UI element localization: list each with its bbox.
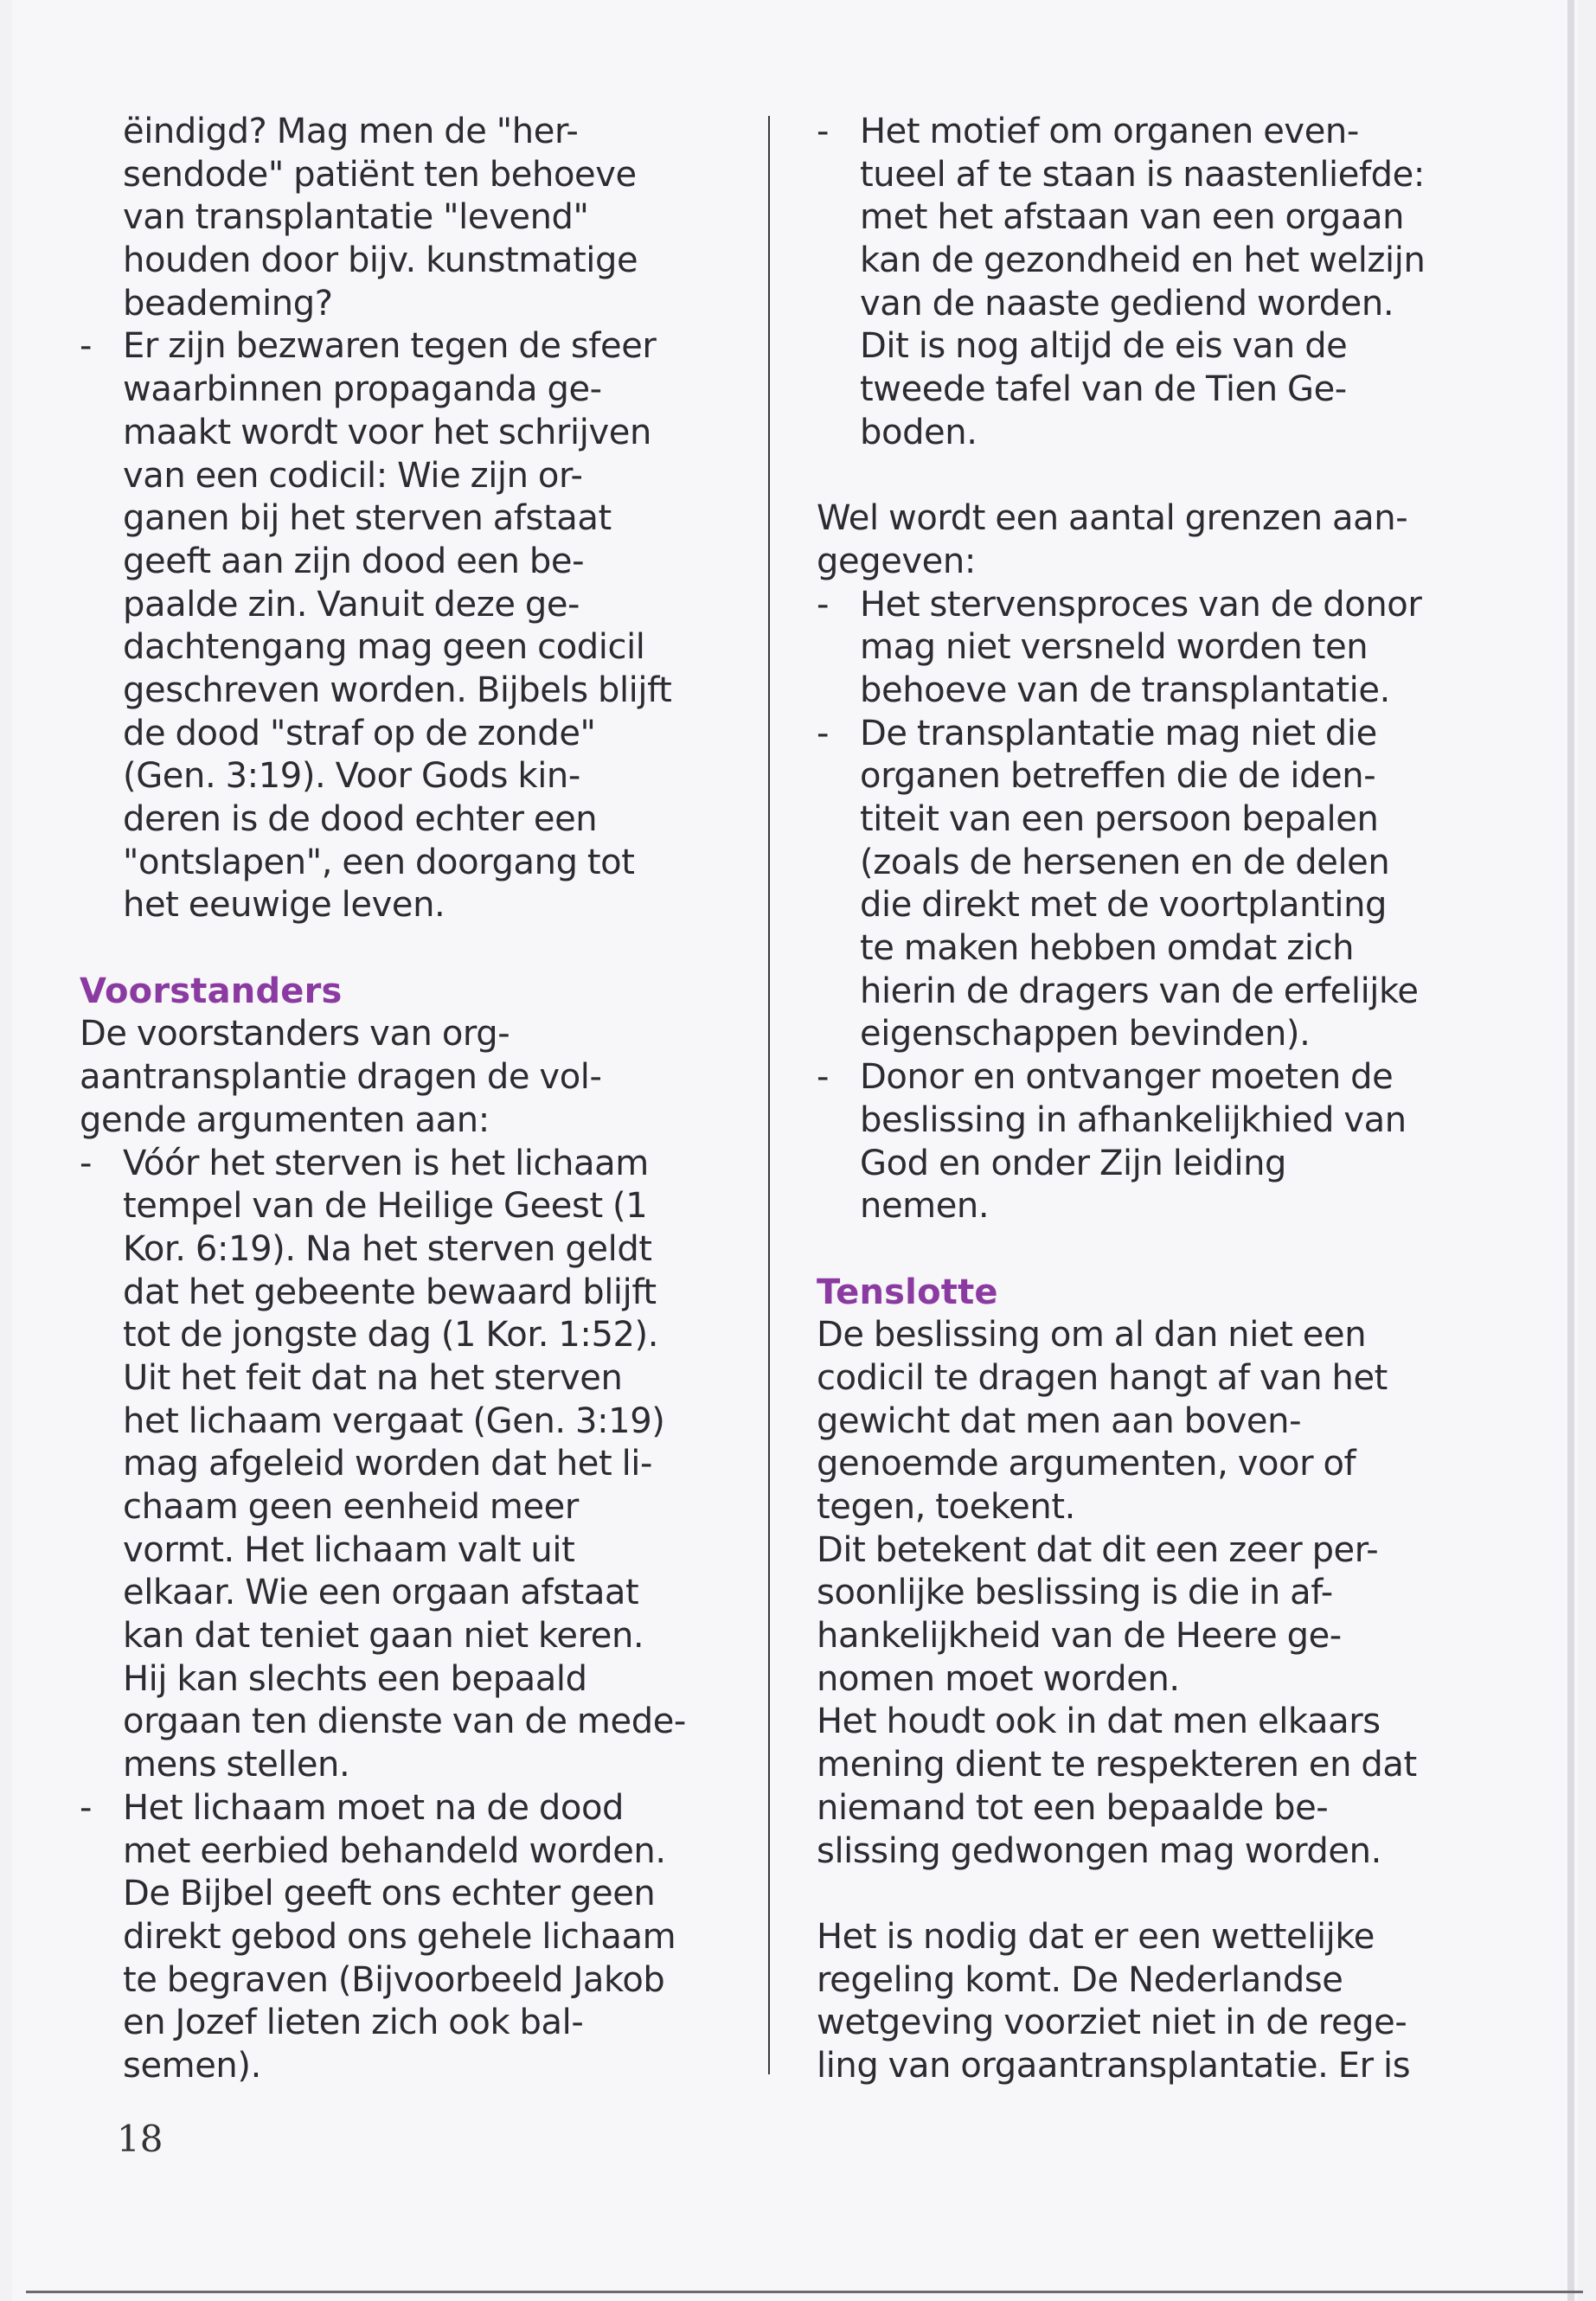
text-line: Uit het feit dat na het sterven (123, 1357, 623, 1398)
bullet-dash: - (817, 112, 830, 151)
text-line: Kor. 6:19). Na het sterven geldt (123, 1228, 652, 1269)
text-line: dat het gebeente bewaard blijft (123, 1272, 657, 1312)
text-line: geeft aan zijn dood een be- (123, 541, 585, 581)
text-line: paalde zin. Vanuit deze ge- (123, 584, 580, 625)
text-line: De beslissing om al dan niet een (817, 1315, 1367, 1356)
text-line: geschreven worden. Bijbels blijft (123, 670, 672, 710)
text-line: beslissing in afhankelijkhied van (860, 1099, 1407, 1140)
text-line: orgaan ten dienste van de mede- (123, 1702, 686, 1742)
text-line: (zoals de hersenen en de delen (860, 842, 1390, 882)
heading-tenslotte: Tenslotte (817, 1272, 998, 1312)
text-line: Het houdt ook in dat men elkaars (817, 1702, 1381, 1742)
text-line: de dood "straf op de zonde" (123, 713, 596, 753)
text-line: kan de gezondheid en het welzijn (860, 240, 1426, 281)
text-line: eigenschappen bevinden). (860, 1014, 1311, 1054)
bottom-rule (26, 2291, 1583, 2293)
bullet-dash: - (80, 326, 93, 367)
text-line: Donor en ontvanger moeten de (860, 1057, 1394, 1098)
text-line: tegen, toekent. (817, 1487, 1075, 1527)
text-line: De transplantatie mag niet die (860, 713, 1377, 753)
text-line: Er zijn bezwaren tegen de sfeer (123, 326, 657, 367)
text-line: het eeuwige leven. (123, 885, 445, 926)
column-divider (768, 116, 770, 2074)
text-line: tweede tafel van de Tien Ge- (860, 369, 1347, 410)
text-line: chaam geen eenheid meer (123, 1487, 579, 1527)
bullet-dash: - (817, 1057, 830, 1098)
text-line: van transplantatie "levend" (123, 197, 589, 238)
text-line: Vóór het sterven is het lichaam (123, 1143, 649, 1183)
text-line: elkaar. Wie een orgaan afstaat (123, 1573, 639, 1613)
regeling-paragraph (817, 1916, 1457, 2088)
bullet-dash: - (80, 1143, 93, 1183)
text-line: hankelijkheid van de Heere ge- (817, 1616, 1342, 1657)
page-edge-shadow (1567, 0, 1574, 2301)
text-line: van een codicil: Wie zijn or- (123, 455, 583, 496)
text-line: genoemde argumenten, voor of (817, 1444, 1356, 1484)
text-line: ëindigd? Mag men de "her- (123, 112, 579, 151)
text-line: Wel wordt een aantal grenzen aan- (817, 498, 1408, 539)
text-line: hierin de dragers van de erfelijke (860, 971, 1419, 1011)
text-line: Het lichaam moet na de dood (123, 1787, 625, 1828)
text-line: soonlijke beslissing is die in af- (817, 1573, 1333, 1613)
text-line: (Gen. 3:19). Voor Gods kin- (123, 756, 580, 797)
text-line: te begraven (Bijvoorbeeld Jakob (123, 1959, 665, 2000)
text-line: mens stellen. (123, 1745, 350, 1785)
text-line: De voorstanders van org- (80, 1014, 510, 1054)
text-line: houden door bijv. kunstmatige (123, 240, 638, 281)
text-line: mag niet versneld worden ten (860, 627, 1368, 668)
bullet-bezwaren (80, 325, 728, 927)
text-line: codicil te dragen hangt af van het (817, 1357, 1388, 1398)
text-line: aantransplantie dragen de vol- (80, 1057, 602, 1098)
text-line: slissing gedwongen mag worden. (817, 1830, 1381, 1871)
text-line: ganen bij het sterven afstaat (123, 498, 612, 539)
text-line: titeit van een persoon bepalen (860, 799, 1379, 839)
paragraph-gap (123, 927, 728, 971)
text-line: sendode" patiënt ten behoeve (123, 154, 637, 195)
text-line: Het stervensproces van de donor (860, 584, 1422, 625)
text-line: De Bijbel geeft ons echter geen (123, 1874, 656, 1914)
bullet-motief (817, 111, 1457, 455)
text-line: beademing? (123, 283, 333, 324)
text-line: met het afstaan van een orgaan (860, 197, 1405, 238)
text-line: boden. (860, 412, 977, 452)
voorstanders-section (80, 971, 728, 2088)
text-line: deren is de dood echter een (123, 799, 598, 839)
text-line: regeling komt. De Nederlandse (817, 1959, 1343, 2000)
text-line: nomen moet worden. (817, 1658, 1180, 1699)
intro-paragraph (123, 111, 728, 325)
tenslotte-section (817, 1272, 1457, 1874)
bullet-eerbied (80, 1787, 728, 2088)
text-line: gewicht dat men aan boven- (817, 1400, 1302, 1441)
text-line: dachtengang mag geen codicil (123, 627, 645, 668)
bullet-dash: - (80, 1787, 93, 1828)
bullet-donor (817, 1056, 1457, 1228)
paragraph-gap (817, 1228, 1457, 1272)
text-line: Dit is nog altijd de eis van de (860, 326, 1348, 367)
text-line: tueel af te staan is naastenliefde: (860, 154, 1425, 195)
text-line: gegeven: (817, 541, 976, 581)
left-column (80, 111, 728, 2088)
text-line: wetgeving voorziet niet in de rege- (817, 2003, 1407, 2043)
text-line: mag afgeleid worden dat het li- (123, 1444, 653, 1484)
text-line: te maken hebben omdat zich (860, 928, 1355, 969)
text-line: organen betreffen die de iden- (860, 756, 1376, 797)
text-line: God en onder Zijn leiding (860, 1143, 1287, 1183)
text-line: en Jozef lieten zich ook bal- (123, 2003, 584, 2043)
text-line: nemen. (860, 1186, 990, 1227)
text-line: maakt wordt voor het schrijven (123, 412, 651, 452)
right-column (817, 111, 1457, 2088)
paragraph-gap (817, 1873, 1457, 1916)
text-line: Hij kan slechts een bepaald (123, 1658, 587, 1699)
text-line: waarbinnen propaganda ge- (123, 369, 602, 410)
bullet-tempel (80, 1143, 728, 1787)
text-line: vormt. Het lichaam valt uit (123, 1529, 575, 1570)
text-line: van de naaste gediend worden. (860, 283, 1394, 324)
paragraph-gap (817, 455, 1457, 498)
text-line: gende argumenten aan: (80, 1099, 490, 1140)
text-line: ling van orgaantransplantatie. Er is (817, 2045, 1411, 2086)
bullet-dash: - (817, 713, 830, 753)
grenzen-intro (817, 497, 1457, 583)
text-line: het lichaam vergaat (Gen. 3:19) (123, 1400, 665, 1441)
bullet-dash: - (817, 584, 830, 625)
text-line: semen). (123, 2045, 261, 2086)
page-number: 18 (117, 2118, 163, 2160)
text-line: met eerbied behandeld worden. (123, 1830, 666, 1871)
text-line: tempel van de Heilige Geest (1 (123, 1186, 648, 1227)
text-line: kan dat teniet gaan niet keren. (123, 1616, 644, 1657)
text-line: "ontslapen", een doorgang tot (123, 842, 635, 882)
text-line: tot de jongste dag (1 Kor. 1:52). (123, 1315, 659, 1356)
bullet-stervensproces (817, 584, 1457, 713)
heading-voorstanders: Voorstanders (80, 971, 343, 1011)
text-line: behoeve van de transplantatie. (860, 670, 1390, 710)
text-line: Dit betekent dat dit een zeer per- (817, 1529, 1379, 1570)
text-line: die direkt met de voortplanting (860, 885, 1388, 926)
bullet-identiteit (817, 713, 1457, 1057)
text-line: mening dient te respekteren en dat (817, 1745, 1417, 1785)
text-line: Het motief om organen even- (860, 112, 1359, 151)
text-line: niemand tot een bepaalde be- (817, 1787, 1329, 1828)
text-line: direkt gebod ons gehele lichaam (123, 1916, 676, 1957)
text-line: Het is nodig dat er een wettelijke (817, 1916, 1375, 1957)
